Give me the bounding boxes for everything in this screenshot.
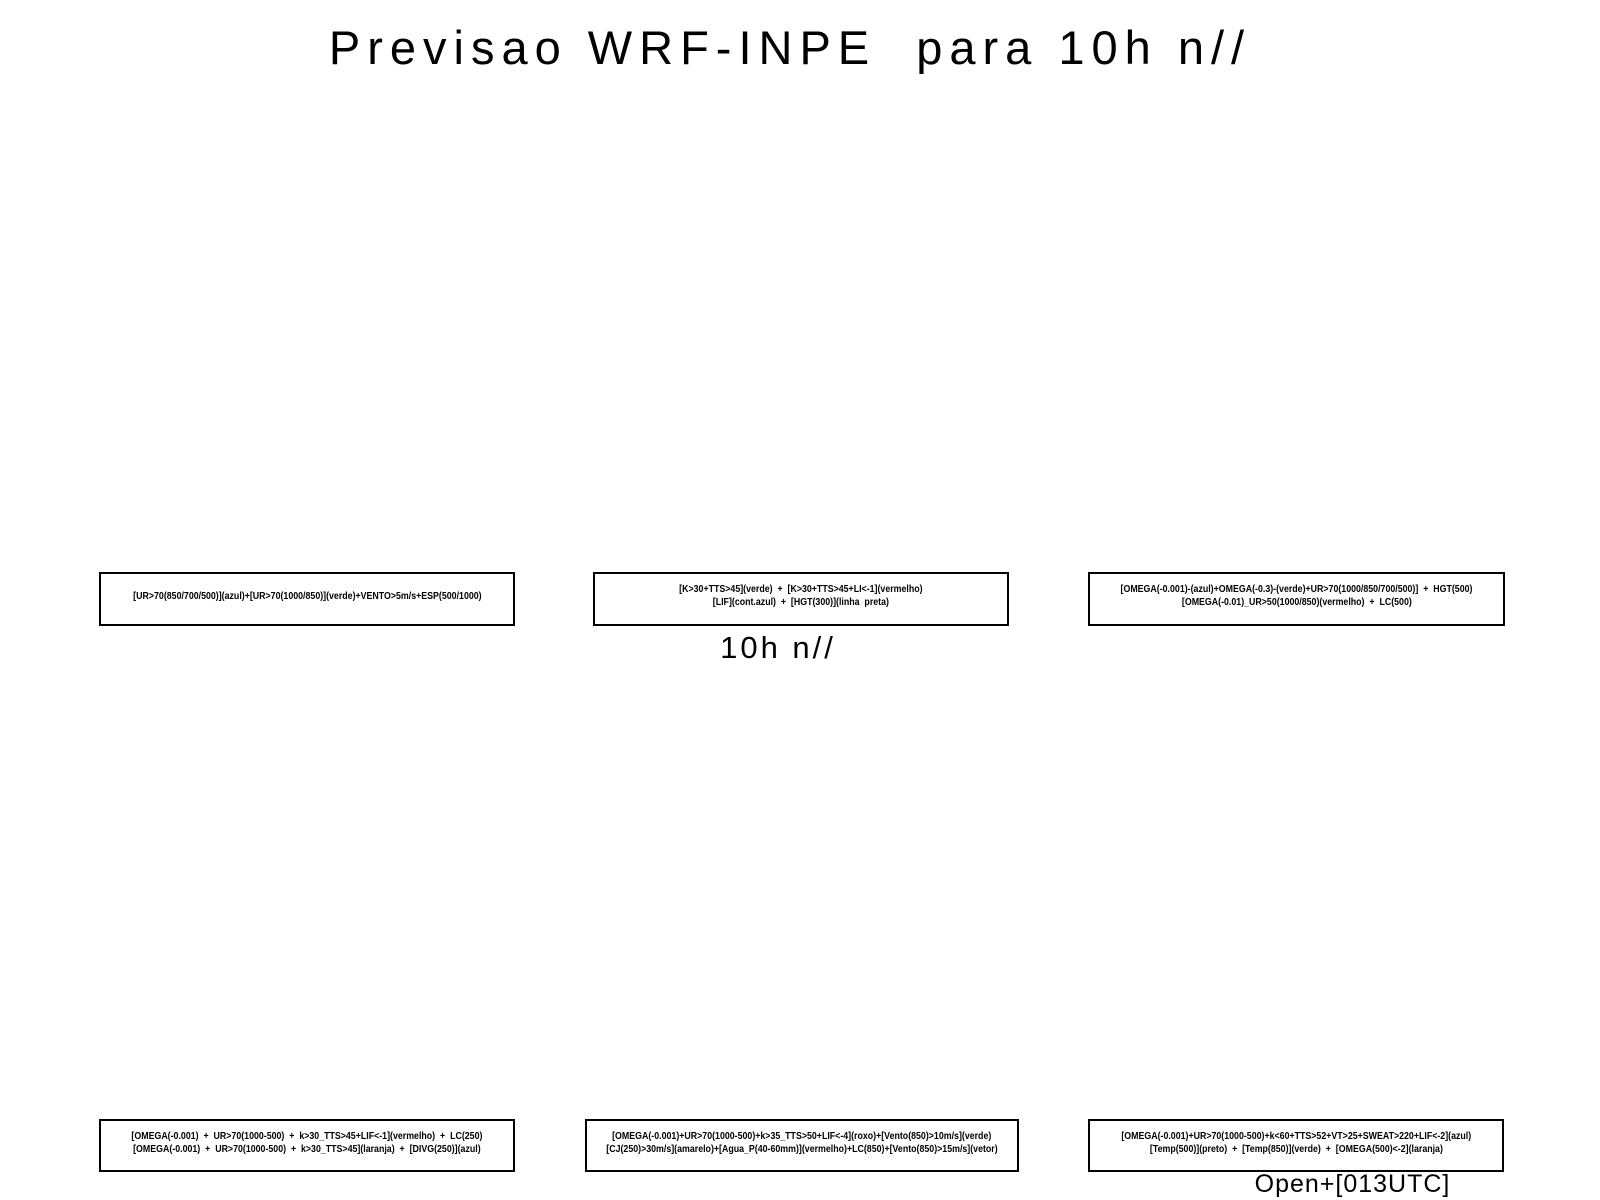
caption-box-bottom-center: [585, 1119, 1019, 1172]
caption-line: [OMEGA(-0.01)_UR>50(1000/850)(vermelho) + LC(500): [1181, 596, 1412, 608]
caption-box-bottom-right: [1088, 1119, 1504, 1172]
caption-line: [K>30+TTS>45](verde) + [K>30+TTS>45+LI<-1](vermelho): [679, 583, 923, 595]
footer-timestamp-label: Open+[013UTC]: [1254, 1170, 1451, 1198]
caption-line: [OMEGA(-0.001) + UR>70(1000-500) + k>30_TTS>45+LIF<-1](vermelho) + LC(250): [131, 1129, 483, 1142]
caption-box-bottom-left: [99, 1119, 515, 1172]
caption-box-top-center: [593, 572, 1009, 626]
caption-line: [UR>70(850/700/500)](azul)+[UR>70(1000/850)](verde)+VENTO>5m/s+ESP(500/1000): [132, 589, 482, 602]
caption-line: [OMEGA(-0.001) + UR>70(1000-500) + k>30_TTS>45](laranja) + [DIVG(250)](azul): [133, 1142, 481, 1155]
caption-box-top-left: [99, 572, 515, 626]
forecast-hour-label: 10h n//: [720, 630, 836, 665]
caption-line: [Temp(500)](preto) + [Temp(850)](verde) + [OMEGA(500)<-2](laranja): [1149, 1142, 1443, 1155]
caption-line: [OMEGA(-0.001)-(azul)+OMEGA(-0.3)-(verde)+UR>70(1000/850/700/500)] + HGT(500): [1120, 583, 1473, 595]
caption-line: [LIF](cont.azul) + [HGT(300)](linha preta): [712, 596, 890, 608]
page-title: Previsao WRF-INPE para 10h n//: [328, 21, 1252, 74]
caption-line: [CJ(250)>30m/s](amarelo)+[Agua_P(40-60mm)](vermelho)+LC(850)+[Vento(850)>15m/s](vetor): [606, 1142, 998, 1155]
caption-line: [OMEGA(-0.001)+UR>70(1000-500)+k<60+TTS>52+VT>25+SWEAT>220+LIF<-2](azul): [1121, 1129, 1471, 1142]
caption-box-top-right: [1088, 572, 1505, 626]
caption-line: [OMEGA(-0.001)+UR>70(1000-500)+k>35_TTS>50+LIF<-4](roxo)+[Vento(850)>10m/s](verde): [612, 1129, 992, 1142]
